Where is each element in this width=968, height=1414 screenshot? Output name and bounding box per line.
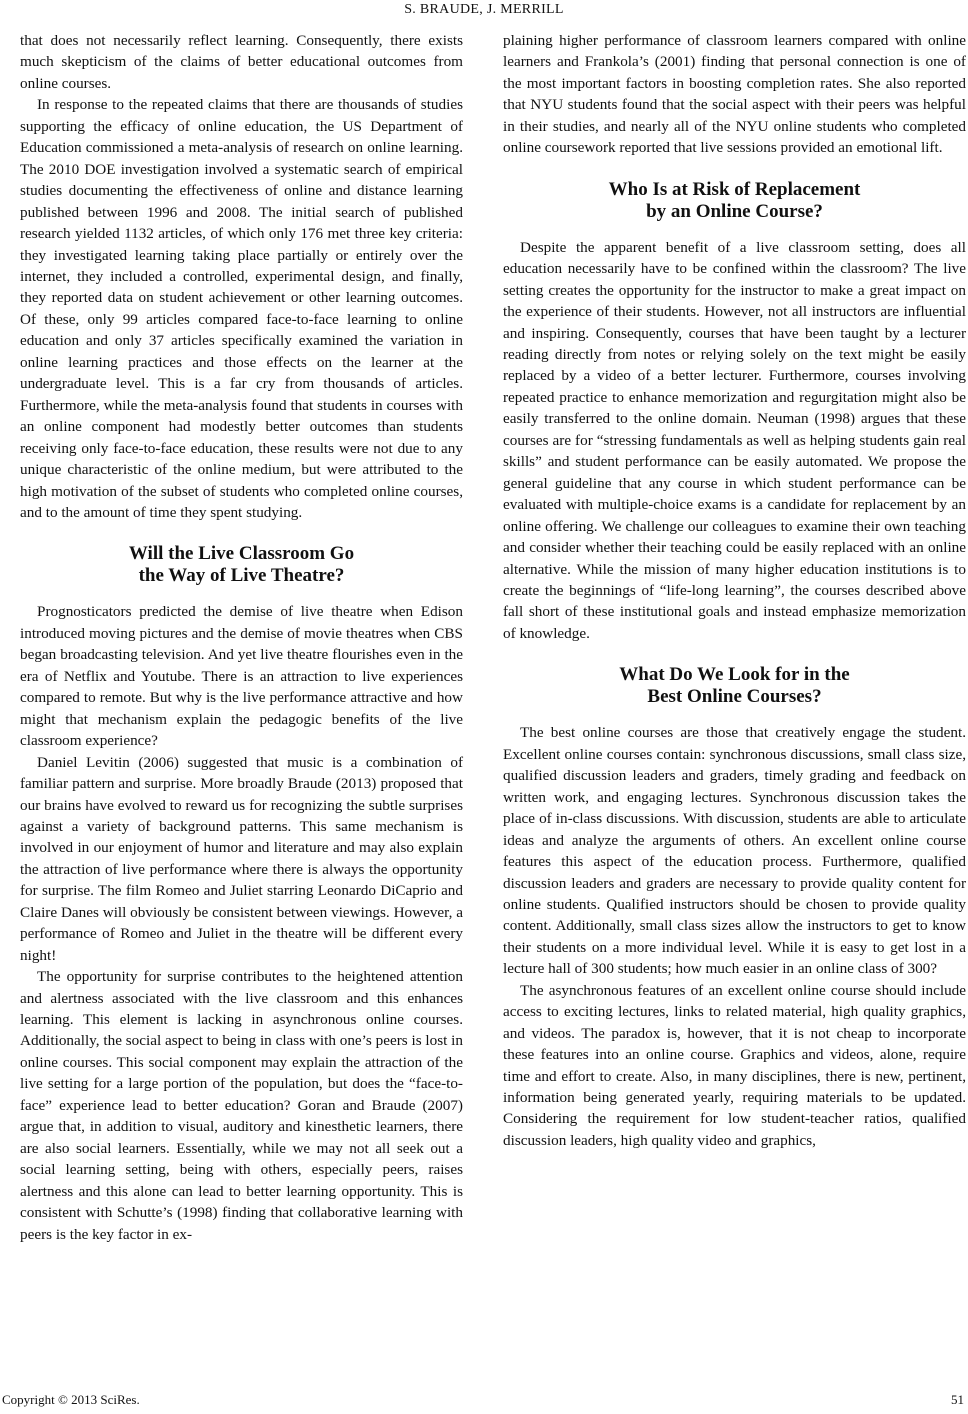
copyright: Copyright © 2013 SciRes.	[2, 1392, 140, 1407]
paragraph: The opportunity for surprise contributes to the heightened attention and alertness associated with the live classroom and this enhances learning. This element is lacking in asynchronous online courses. Additionally, the social aspect to being in class with one’s peers is lost in online courses. This social component may explain the attraction of the live setting for a large portion of the population, but does the “face-to-face” experience lead to better education? Goran and Braude (2007) argue that, in addition to visual, auditory and kinesthetic learners, there are also social learners. Essentially, while we may not all seek out a social learning setting, being with others, especially peers, raises alertness and this alone can lead to better learning opportunity. This is consistent with Schutte’s (1998) finding that collaborative learning with peers is the key factor in ex-	[20, 968, 463, 1243]
paragraph: Despite the apparent benefit of a live classroom setting, does all education necessarily have to be confined within the classroom? The live setting creates the opportunity for the instructor to make a great impact on the experience of their students. However, not all instructors are influential and inspiring. Consequently, courses that have been taught by a lecturer reading directly from notes or relying solely on the text might be easily replaced by a video of a better lecturer. Furthermore, courses involving repeated practice to enhance memorization and regurgitation might also be easily transferred to the online domain. Neuman (1998) argues that these courses are for “stressing fundamentals as well as helping students gain real skills” and student performance can be easily automated. We propose the general guideline that any course in which student performance can be evaluated with multiple-choice exams is a candidate for replacement by an online offering. We challenge our colleagues to examine their own teaching and consider whether their teaching could be easily replaced with an online alternative. While the mission of many higher education institutions is to create the beginnings of “life-long learning”, the courses described above fall short of these institutional goals and instead emphasize memorization of knowledge.	[503, 238, 966, 642]
heading-line: Who Is at Risk of Replacement	[608, 178, 861, 200]
paragraph: that does not necessarily reflect learning. Consequently, there exists much skepticism of the claims of better educational outcomes from online courses.	[20, 32, 463, 92]
paragraph: Daniel Levitin (2006) suggested that music is a combination of familiar pattern and surprise. More broadly Braude (2013) proposed that our brains have evolved to reward us for recognizing the subtle surprises against a variety of background patterns. This same mechanism is involved in our enjoyment of humor and literature and may also explain the attraction of live performance where there is always the opportunity for surprise. The film Romeo and Juliet starring Leonardo DiCaprio and Claire Danes will obviously be consistent between viewings. However, a performance of Romeo and Juliet in the theatre will be different every night!	[20, 753, 463, 964]
heading-line: by an Online Course?	[646, 200, 823, 222]
section-heading	[503, 664, 966, 708]
heading-line: What Do We Look for in the	[619, 664, 850, 686]
heading-line: Best Online Courses?	[647, 686, 822, 708]
paragraph: In response to the repeated claims that there are thousands of studies supporting the efficacy of online education, the US Department of Education commissioned a meta-analysis of research on online learning. The 2010 DOE investigation involved a systematic search of empirical studies documenting the effectiveness of online and distance learning published between 1996 and 2008. The initial search of published research yielded 1132 articles, of which only 176 met three key criteria: they investigated learning taking place partially or entirely over the internet, they included a controlled, experimental design, and finally, they reported data on student achievement or other learning outcomes. Of these, only 99 articles compared face-to-face learning to online education and only 37 articles specifically examined the variation in online learning practices and those effects on the learner at the undergraduate level. This is a far cry from thousands of articles. Furthermore, while the meta-analysis found that students in courses with an online component had modestly better outcomes than students receiving only face-to-face education, these results were not due to any unique characteristic of the online medium, but were attributed to the high motivation of the subset of students who completed online courses, and to the amount of time they spent studying.	[20, 96, 463, 521]
section-heading	[20, 543, 463, 587]
paragraph: Prognosticators predicted the demise of live theatre when Edison introduced moving pictures and the demise of movie theatres when CBS began broadcasting television. And yet live theatre flourishes even in the era of Netflix and Youtube. There is an attraction to live experiences compared to remote. But why is the live performance attractive and how might that mechanism explain the pedagogic benefits of the live classroom experience?	[20, 603, 463, 750]
running-header: S. BRAUDE, J. MERRILL	[404, 2, 564, 17]
heading-line: the Way of Live Theatre?	[138, 565, 345, 587]
page-number: 51	[951, 1392, 964, 1407]
heading-line: Will the Live Classroom Go	[128, 543, 355, 565]
paragraph: The best online courses are those that creatively engage the student. Excellent online courses contain: synchronous discussions, small class size, qualified discussion leaders and graders, timely grading and feedback on written work, and engaging lectures. Synchronous discussion takes the place of in-class discussions. With discussion, students are able to articulate ideas and analyze the arguments of others. An excellent online course features this aspect of the education process. Furthermore, qualified discussion leaders and graders are necessary to provide quality content for online students. Qualified instructors should be chosen to provide quality content. Additionally, small class sizes allow the instructors to get to know their students on a more individual level. While it is easy to get lost in a lecture hall of 300 students; how much easier in an online class of 300?	[503, 724, 966, 978]
section-heading	[503, 179, 966, 223]
paragraph: plaining higher performance of classroom learners compared with online learners and Frankola’s (2001) finding that personal connection is one of the most important factors in boosting completion rates. She also reported that NYU students found that the social aspect with their peers was helpful in their studies, and nearly all of the NYU online students who completed online coursework reported that live sessions provided an emotional lift.	[503, 32, 966, 157]
left-column	[20, 30, 463, 1245]
right-column	[503, 30, 966, 1151]
paragraph: The asynchronous features of an excellent online course should include access to exciting lectures, links to related material, high quality graphics, and videos. The paradox is, however, that it is not cheap to incorporate these features into an online course. Graphics and videos, alone, require time and effort to create. Also, in many disciplines, there is new, pertinent, information being generated yearly, requiring materials to be updated. Considering the requirement for low student-teacher ratios, qualified discussion leaders, high quality video and graphics,	[503, 981, 966, 1149]
